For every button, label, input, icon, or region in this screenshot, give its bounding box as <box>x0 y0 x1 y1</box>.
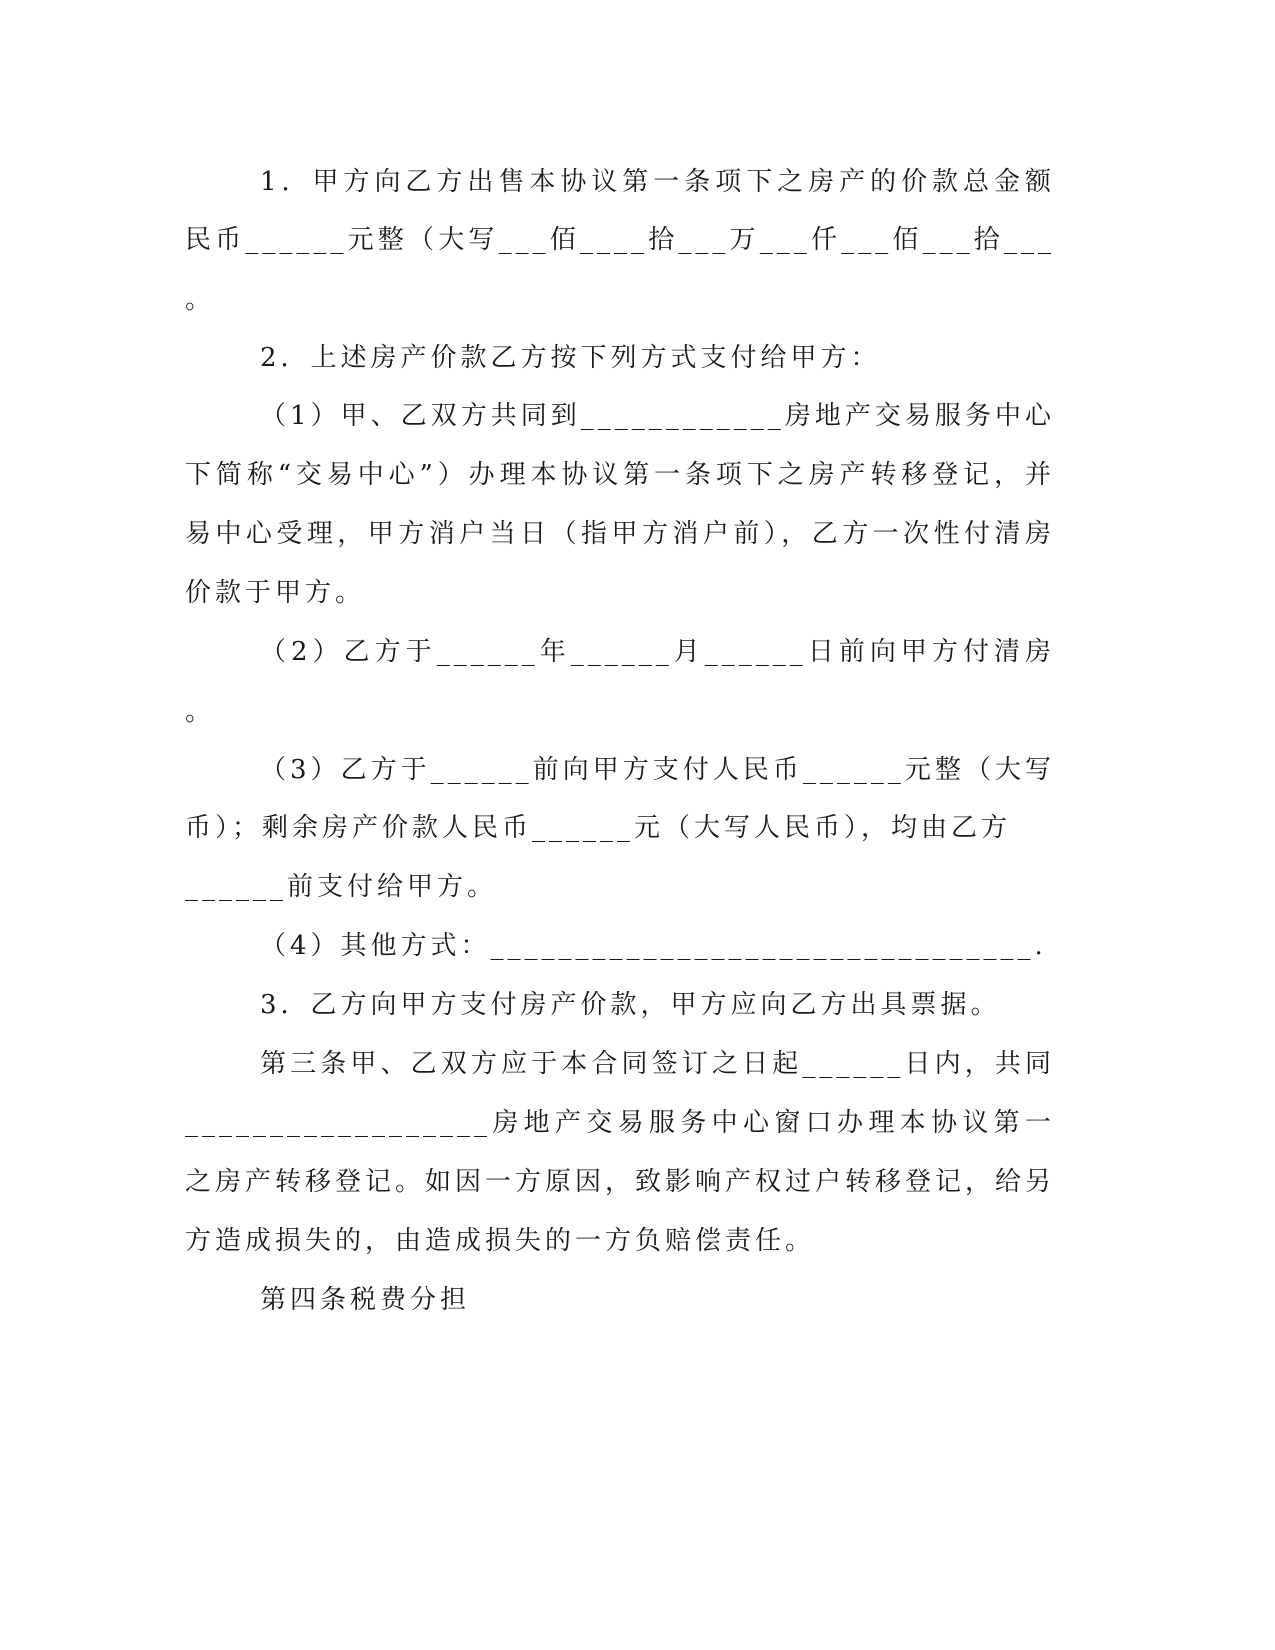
item-3-line-2: 币）；剩余房产价款人民币______元（大写人民币），均由乙方 <box>185 813 1012 843</box>
item-1-line-3: 易中心受理，甲方消户当日（指甲方消户前），乙方一次性付清房 <box>185 519 1055 549</box>
article-3-line-4: 方造成损失的，由造成损失的一方负赔偿责任。 <box>185 1226 816 1256</box>
item-1-line-2: 下简称“交易中心”）办理本协议第一条项下之房产转移登记，并 <box>185 460 1055 490</box>
paragraph-1-line-2: 民币______元整（大写___佰____拾___万___仟___佰___拾___ <box>185 225 1055 255</box>
article-3-line-2: __________________房地产交易服务中心窗口办理本协议第一 <box>185 1108 1055 1138</box>
item-1-line-1: （1）甲、乙双方共同到____________房地产交易服务中心 <box>260 401 1055 431</box>
item-3-line-3: ______前支付给甲方。 <box>185 872 498 902</box>
paragraph-1-line-3: 。 <box>185 285 216 315</box>
article-3-line-1: 第三条甲、乙双方应于本合同签订之日起______日内，共同 <box>260 1049 1055 1079</box>
item-2-line-2: 。 <box>185 697 216 727</box>
item-4-line-1: （4）其他方式：________________________________. <box>260 931 1047 961</box>
item-2-line-1: （2）乙方于______年______月______日前向甲方付清房 <box>260 637 1055 667</box>
item-3-line-1: （3）乙方于______前向甲方支付人民币______元整（大写 <box>260 755 1055 785</box>
article-4-heading: 第四条税费分担 <box>260 1285 471 1315</box>
paragraph-1-line-1: 1．甲方向乙方出售本协议第一条项下之房产的价款总金额 <box>260 167 1055 197</box>
paragraph-3-line-1: 3．乙方向甲方支付房产价款，甲方应向乙方出具票据。 <box>260 990 1001 1020</box>
item-1-line-4: 价款于甲方。 <box>185 578 366 608</box>
article-3-line-3: 之房产转移登记。如因一方原因，致影响产权过户转移登记，给另 <box>185 1167 1055 1197</box>
paragraph-2-line-1: 2．上述房产价款乙方按下列方式支付给甲方： <box>260 343 881 373</box>
